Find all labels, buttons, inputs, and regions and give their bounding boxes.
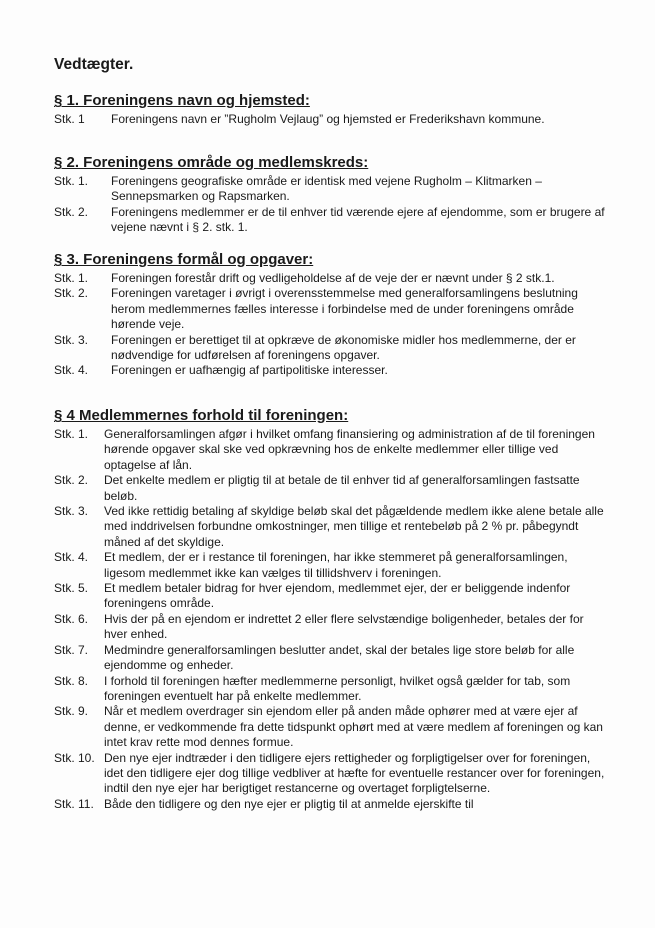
clause-number: Stk. 1.: [54, 174, 89, 188]
clause: [54, 174, 614, 205]
clause-text: Foreningens geografiske område er identisk med vejene Rugholm – Klitmarken – Sennepsmarken og Rapsmarken.: [111, 174, 542, 204]
clause-number: Stk. 6.: [54, 611, 89, 626]
clause-text: Den nye ejer indtræder i den tidligere ejers rettigheder og forpligtigelser over for foreningen, idet den tidligere ejer dog tillige vedbliver at hæfte for eventuelle restancer over for foreningen, indtil den nye ejer har berigtiget restancerne og overtaget forpligtelserne.: [104, 750, 605, 796]
clause: [54, 504, 614, 550]
clause: [54, 612, 614, 643]
clause-number: Stk. 10.: [54, 750, 95, 765]
clause-number: Stk. 9.: [54, 704, 89, 719]
clause-text: Både den tidligere og den nye ejer er pligtig til at anmelde ejerskifte til: [104, 796, 474, 811]
section-1: [54, 92, 614, 127]
section-heading: § 1. Foreningens navn og hjemsted:: [54, 92, 310, 109]
clause-text: I forhold til foreningen hæfter medlemmerne personligt, hvilket også gælder for tab, som foreningen eventuelt har på enkelte medlemmer.: [104, 673, 571, 703]
clause-text: Foreningen er berettiget til at opkræve de økonomiske midler hos medlemmerne, der er nødvendige for udførelsen af foreningens opgaver.: [111, 332, 576, 363]
clause: [54, 643, 614, 674]
clause-text: Foreningens navn er ”Rugholm Vejlaug” og hjemsted er Frederikshavn kommune.: [111, 112, 545, 126]
clause-number: Stk. 5.: [54, 581, 89, 596]
document-title: Vedtægter.: [54, 56, 134, 73]
clause-number: Stk. 11.: [54, 796, 94, 811]
clause-number: Stk. 1: [54, 112, 85, 126]
clause-number: Stk. 2.: [54, 473, 89, 488]
section-4: [54, 407, 614, 812]
clause: [54, 550, 614, 581]
clause-text: Det enkelte medlem er pligtig til at betale de til enhver tid af generalforsamlingen fastsatte beløb.: [104, 473, 580, 503]
clause-number: Stk. 3.: [54, 504, 89, 519]
clause: [54, 205, 614, 236]
clause: [54, 581, 614, 612]
clause-number: Stk. 4.: [54, 550, 89, 565]
clause: [54, 271, 614, 286]
clause-number: Stk. 3.: [54, 332, 89, 347]
clause-number: Stk. 4.: [54, 363, 89, 378]
clause-number: Stk. 1.: [54, 427, 89, 441]
clause-text: Generalforsamlingen afgør i hvilket omfang finansiering og administration af de til foreningen hørende opgaver skal ske ved opkrævning hos de enkelte medlemmer eller tillige ved optagelse af lån.: [104, 427, 595, 472]
clause: [54, 427, 614, 473]
clause-text: Ved ikke rettidig betaling af skyldige beløb skal det pågældende medlem ikke alene betale alle med inddrivelsen forbundne omkostninger, men tillige et rentebeløb på 2 % pr. påbegyndt måned af det skyldige.: [104, 504, 604, 549]
clause: [54, 674, 614, 705]
clause-number: Stk. 8.: [54, 673, 89, 688]
clause-text: Foreningen varetager i øvrigt i overensstemmelse med generalforsamlingens beslutning herom medlemmernes fælles interesse i forbindelse med de under foreningens område hørende veje.: [111, 286, 578, 332]
clause-text: Når et medlem overdrager sin ejendom eller på anden måde ophører med at være ejer af denne, er vedkommende fra dette tidspunkt ophørt med at være medlem af foreningen og kan intet krav rette mod dennes formue.: [104, 704, 603, 750]
clause-number: Stk. 7.: [54, 642, 89, 657]
clause: [54, 751, 614, 797]
clause-text: Hvis der på en ejendom er indrettet 2 eller flere selvstændige boligenheder, betales der for hver enhed.: [104, 611, 584, 642]
clause-number: Stk. 1.: [54, 271, 89, 285]
clause: [54, 112, 614, 127]
clause: [54, 797, 614, 812]
section-heading: § 4 Medlemmernes forhold til foreningen:: [54, 407, 349, 424]
clause-text: Medmindre generalforsamlingen beslutter andet, skal der betales lige store beløb for alle ejendomme og enheder.: [104, 642, 575, 673]
clause-text: Et medlem, der er i restance til foreningen, har ikke stemmeret på generalforsamlingen, ligesom medlemmet ikke kan vælges til tillidshverv i foreningen.: [104, 550, 568, 580]
clause: [54, 704, 614, 750]
clause-number: Stk. 2.: [54, 286, 89, 301]
clause: [54, 286, 614, 332]
clause-text: Foreningen forestår drift og vedligeholdelse af de veje der er nævnt under § 2 stk.1.: [111, 271, 555, 285]
section-heading: § 3. Foreningens formål og opgaver:: [54, 251, 314, 268]
section-heading: § 2. Foreningens område og medlemskreds:: [54, 154, 369, 171]
clause: [54, 473, 614, 504]
section-3: [54, 251, 614, 379]
clause-number: Stk. 2.: [54, 204, 89, 219]
clause: [54, 333, 614, 364]
section-2: [54, 154, 614, 236]
clause-text: Foreningen er uafhængig af partipolitiske interesser.: [111, 363, 388, 378]
clause-text: Et medlem betaler bidrag for hver ejendom, medlemmet ejer, der er beliggende indenfor foreningens område.: [104, 581, 571, 611]
clause: [54, 363, 614, 378]
clause-text: Foreningens medlemmer er de til enhver tid værende ejere af ejendomme, som er brugere af vejene nævnt i § 2. stk. 1.: [111, 204, 605, 235]
